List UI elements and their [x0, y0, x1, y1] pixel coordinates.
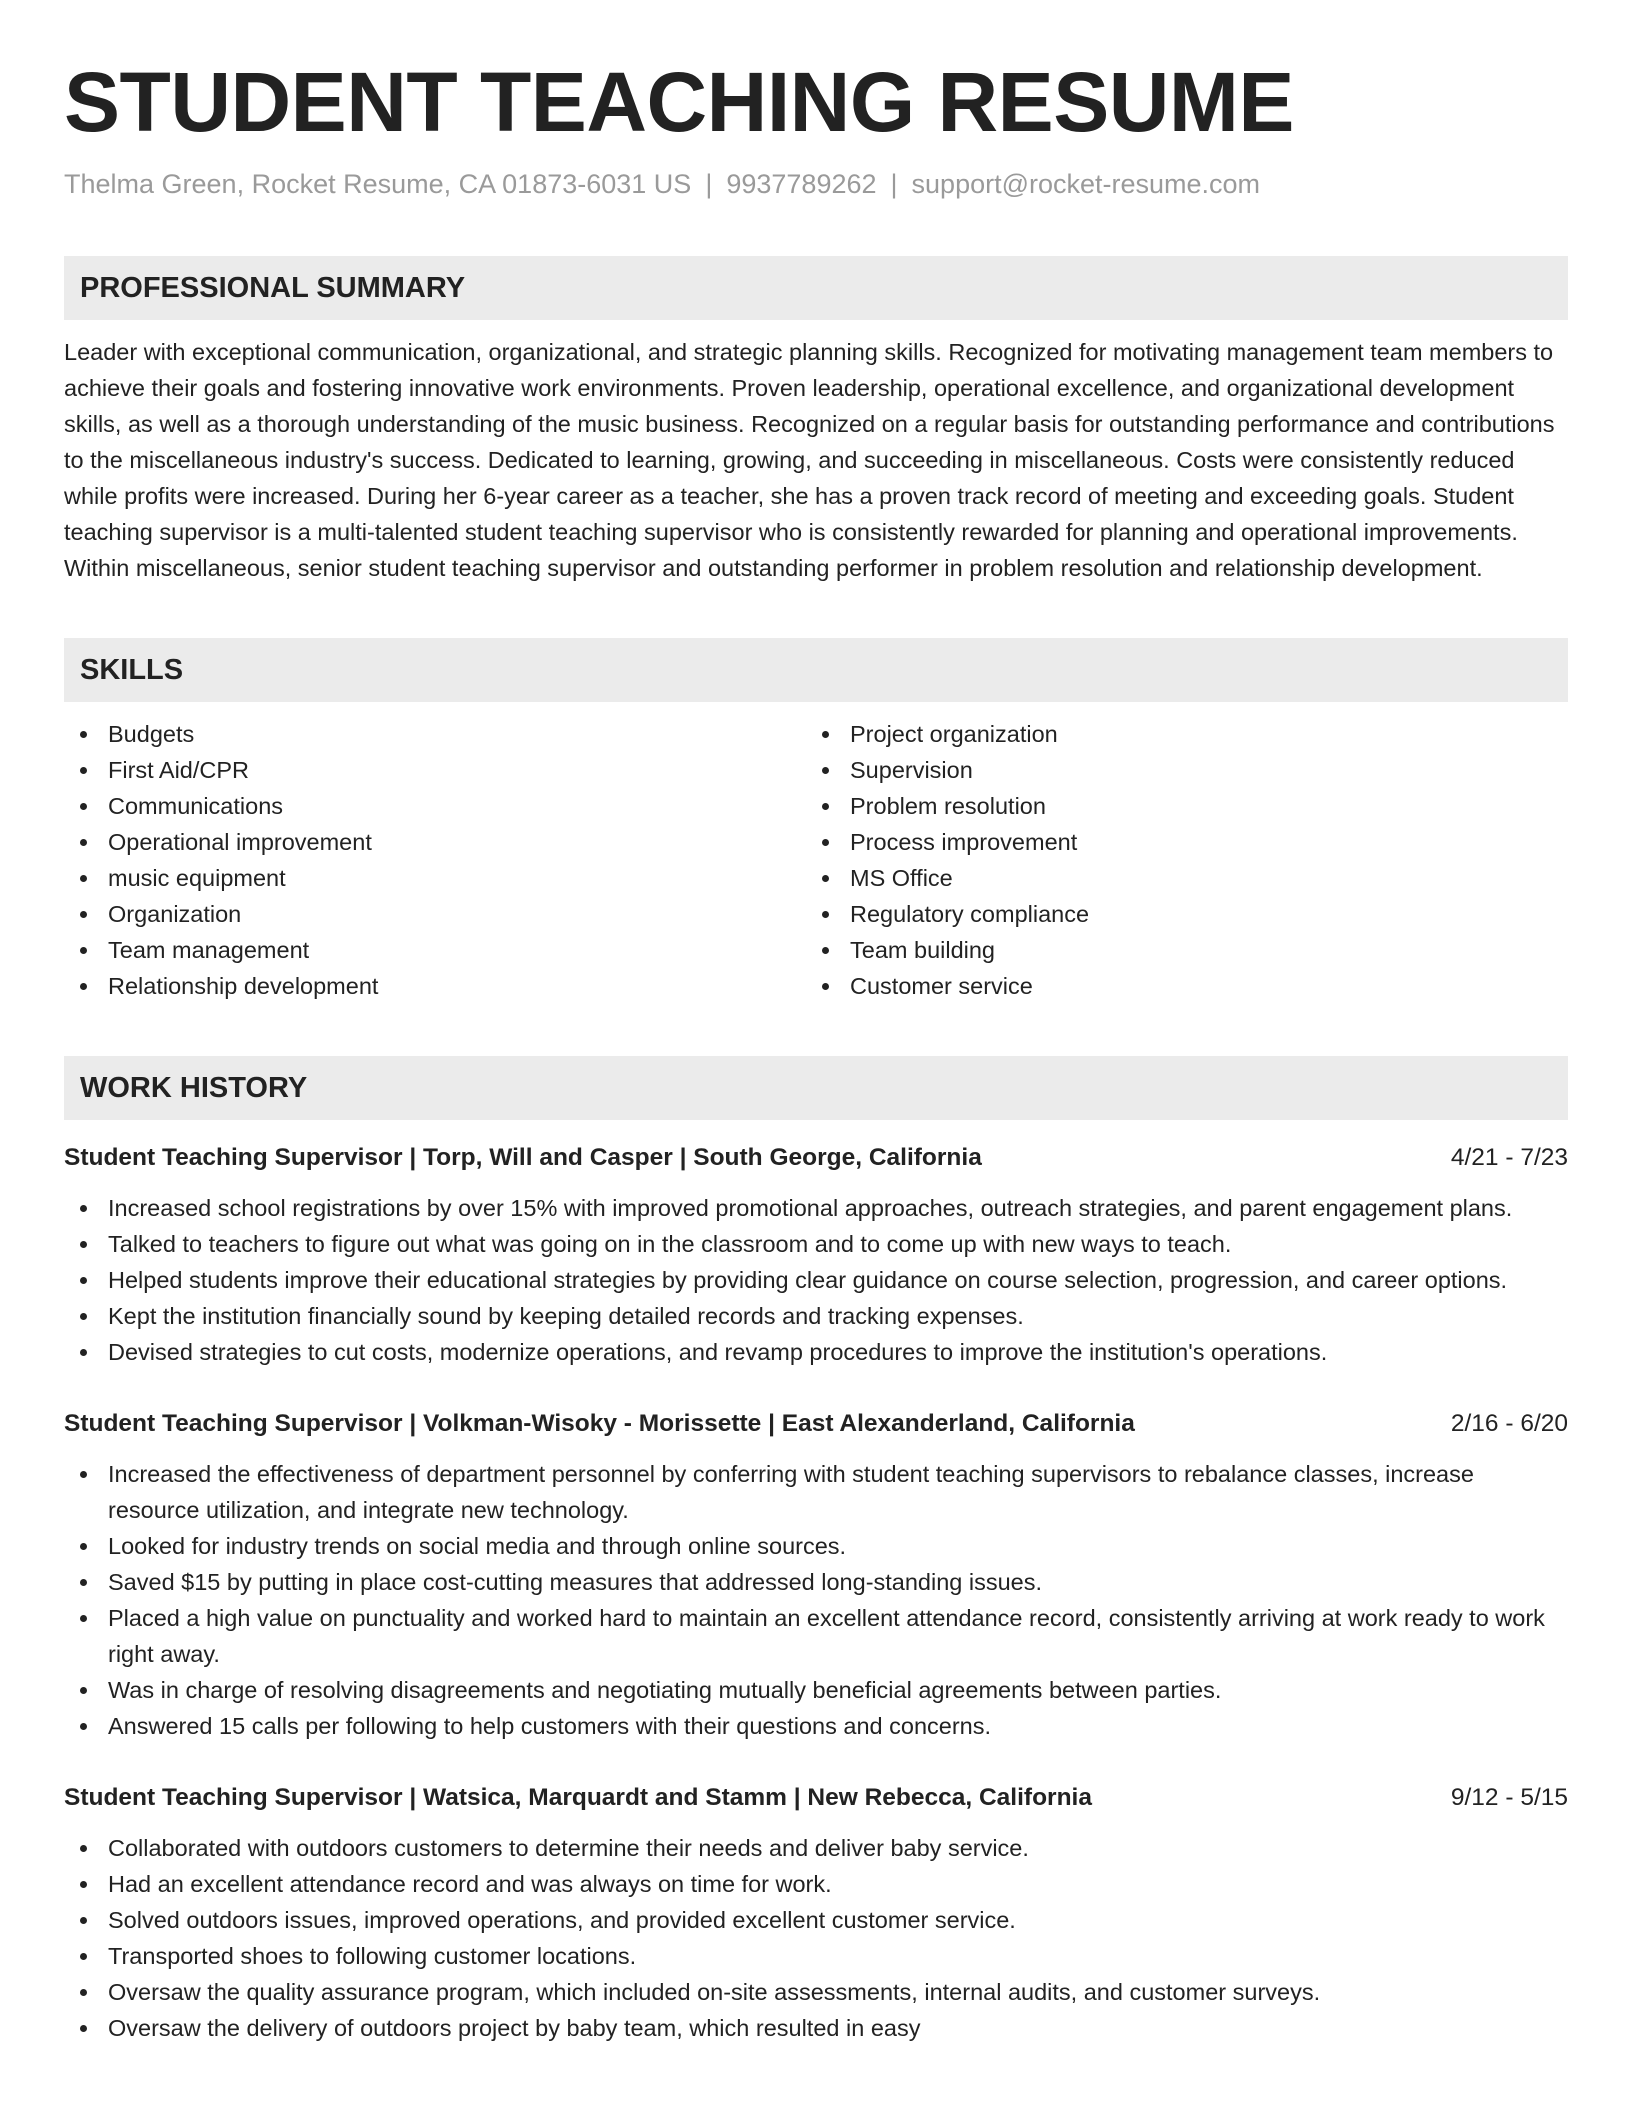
skill-item: Relationship development: [64, 968, 806, 1004]
job-bullet: Devised strategies to cut costs, modernize operations, and revamp procedures to improve the institution's operations.: [64, 1334, 1568, 1370]
skills-column-left: [64, 716, 806, 1004]
job-bullet: Increased school registrations by over 15% with improved promotional approaches, outreach strategies, and parent engagement plans.: [64, 1190, 1568, 1226]
job-header: [64, 1140, 1568, 1176]
skill-item: Regulatory compliance: [806, 896, 1548, 932]
skills-column-right: [806, 716, 1548, 1004]
job-bullet: Oversaw the quality assurance program, which included on-site assessments, internal audits, and customer surveys.: [64, 1974, 1568, 2010]
skill-item: Customer service: [806, 968, 1548, 1004]
job-bullet: Solved outdoors issues, improved operations, and provided excellent customer service.: [64, 1902, 1568, 1938]
contact-line: [64, 164, 1568, 204]
job-entry: [64, 1406, 1568, 1744]
skill-item: Supervision: [806, 752, 1548, 788]
job-header: [64, 1406, 1568, 1442]
professional-summary-heading: PROFESSIONAL SUMMARY: [64, 256, 1568, 320]
contact-separator: |: [890, 169, 898, 199]
contact-email: support@rocket-resume.com: [911, 169, 1261, 199]
job-bullet: Looked for industry trends on social media and through online sources.: [64, 1528, 1568, 1564]
skill-item: Team building: [806, 932, 1548, 968]
job-dates: 2/16 - 6/20: [1450, 1410, 1568, 1437]
job-header: [64, 1780, 1568, 1816]
professional-summary-text: Leader with exceptional communication, organizational, and strategic planning skills. Recognized for motivating management team members to achieve their goals and fostering innovative work environments. Proven leadership, operational excellence, and organizational development skills, as well as a thorough understanding of the music business. Recognized on a regular basis for outstanding performance and contributions to the miscellaneous industry's success. Dedicated to learning, growing, and succeeding in miscellaneous. Costs were consistently reduced while profits were increased. During her 6-year career as a teacher, she has a proven track record of meeting and exceeding goals. Student teaching supervisor is a multi-talented student teaching supervisor who is consistently rewarded for planning and operational improvements. Within miscellaneous, senior student teaching supervisor and outstanding performer in problem resolution and relationship development.: [64, 339, 1555, 581]
job-bullet: Helped students improve their educational strategies by providing clear guidance on course selection, progression, and career options.: [64, 1262, 1568, 1298]
skill-item: Problem resolution: [806, 788, 1548, 824]
job-bullet: Was in charge of resolving disagreements and negotiating mutually beneficial agreements between parties.: [64, 1672, 1568, 1708]
skills-list: [64, 716, 1568, 1004]
skill-item: music equipment: [64, 860, 806, 896]
job-title: Student Teaching Supervisor | Watsica, Marquardt and Stamm | New Rebecca, California: [64, 1784, 1092, 1811]
job-bullets: [64, 1190, 1568, 1370]
contact-phone: 9937789262: [726, 169, 877, 199]
job-dates: 4/21 - 7/23: [1450, 1144, 1568, 1171]
job-entry: [64, 1780, 1568, 2046]
job-bullet: Answered 15 calls per following to help customers with their questions and concerns.: [64, 1708, 1568, 1744]
job-title: Student Teaching Supervisor | Torp, Will and Casper | South George, California: [64, 1144, 982, 1171]
contact-separator: |: [705, 169, 713, 199]
job-bullet: Increased the effectiveness of department personnel by conferring with student teaching supervisors to rebalance classes, increase resource utilization, and integrate new technology.: [64, 1456, 1568, 1528]
job-bullet: Placed a high value on punctuality and worked hard to maintain an excellent attendance record, consistently arriving at work ready to work right away.: [64, 1600, 1568, 1672]
job-dates: 9/12 - 5/15: [1450, 1784, 1568, 1811]
job-bullet: Kept the institution financially sound by keeping detailed records and tracking expenses.: [64, 1298, 1568, 1334]
job-bullets: [64, 1830, 1568, 2046]
skill-item: Team management: [64, 932, 806, 968]
skill-item: Budgets: [64, 716, 806, 752]
contact-address: Thelma Green, Rocket Resume, CA 01873-6031 US: [64, 169, 692, 199]
skill-item: Organization: [64, 896, 806, 932]
skill-item: First Aid/CPR: [64, 752, 806, 788]
job-bullet: Saved $15 by putting in place cost-cutting measures that addressed long-standing issues.: [64, 1564, 1568, 1600]
job-entry: [64, 1140, 1568, 1370]
skill-item: Communications: [64, 788, 806, 824]
resume-title: STUDENT TEACHING RESUME: [64, 55, 1294, 149]
skill-item: Process improvement: [806, 824, 1548, 860]
job-bullet: Collaborated with outdoors customers to determine their needs and deliver baby service.: [64, 1830, 1568, 1866]
work-history-heading: WORK HISTORY: [64, 1056, 1568, 1120]
skill-item: Project organization: [806, 716, 1548, 752]
skill-item: MS Office: [806, 860, 1548, 896]
job-bullets: [64, 1456, 1568, 1744]
skill-item: Operational improvement: [64, 824, 806, 860]
skills-heading: SKILLS: [64, 638, 1568, 702]
job-bullet: Had an excellent attendance record and was always on time for work.: [64, 1866, 1568, 1902]
job-title: Student Teaching Supervisor | Volkman-Wisoky - Morissette | East Alexanderland, California: [64, 1410, 1135, 1437]
job-bullet: Transported shoes to following customer locations.: [64, 1938, 1568, 1974]
job-bullet: Talked to teachers to figure out what was going on in the classroom and to come up with new ways to teach.: [64, 1226, 1568, 1262]
job-bullet: Oversaw the delivery of outdoors project by baby team, which resulted in easy: [64, 2010, 1568, 2046]
